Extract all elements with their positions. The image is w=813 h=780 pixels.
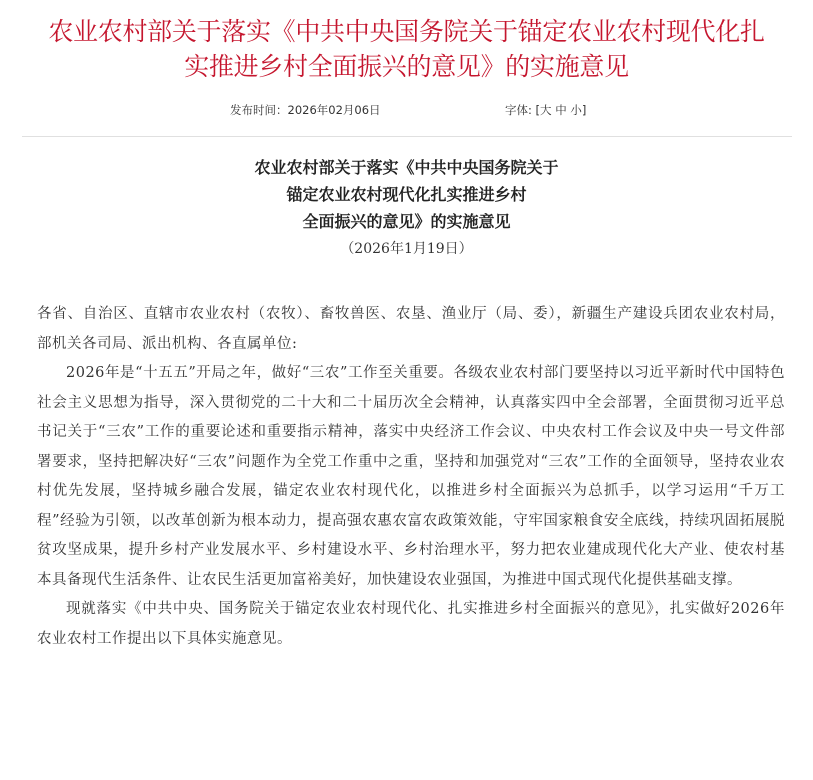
article-title-line-2: 实推进乡村全面振兴的意见》的实施意见: [184, 52, 629, 81]
font-size-small-button[interactable]: 小: [570, 103, 582, 117]
font-size-label: 字体:: [505, 103, 532, 117]
font-size-bracket-close: ]: [581, 103, 587, 117]
publish-date: 2026年02月06日: [287, 103, 381, 117]
font-size-switcher: [505, 102, 586, 118]
body-paragraph-2: 现就落实《中共中央、国务院关于锚定农业农村现代化、扎实推进乡村全面振兴的意见》，扎实做好2026年农业农村工作提出以下具体实施意见。: [37, 601, 785, 647]
font-size-medium-button[interactable]: 中: [555, 103, 567, 117]
document-title-line-3: 全面振兴的意见》的实施意见: [302, 212, 511, 231]
document-title: [0, 154, 813, 235]
font-size-large-button[interactable]: 大: [540, 103, 552, 117]
meta-bar: [0, 102, 813, 120]
document-date: （2026年1月19日）: [340, 241, 473, 257]
addressee-paragraph: 各省、自治区、直辖市农业农村（农牧）、畜牧兽医、农垦、渔业厅（局、委），新疆生产建设兵团农业农村局，部机关各司局、派出机构、各直属单位:: [37, 306, 785, 352]
article-title: [0, 0, 813, 84]
document-title-line-1: 农业农村部关于落实《中共中央国务院关于: [254, 158, 559, 177]
publish-info: [230, 102, 381, 118]
article-title-line-1: 农业农村部关于落实《中共中央国务院关于锚定农业农村现代化扎: [48, 17, 765, 46]
document-body: [37, 300, 785, 654]
font-size-bracket-open: [: [535, 103, 541, 117]
document-title-line-2: 锚定农业农村现代化扎实推进乡村: [286, 185, 527, 204]
body-paragraph-1: 2026年是“十五五”开局之年，做好“三农”工作至关重要。各级农业农村部门要坚持以习近平新时代中国特色社会主义思想为指导，深入贯彻党的二十大和二十届历次全会精神，认真落实四中全会部署，全面贯彻习近平总书记关于“三农”工作的重要论述和重要指示精神，落实中央经济工作会议、中央农村工作会议及中央一号文件部署要求，坚持把解决好“三农”问题作为全党工作重中之重，坚持和加强党对“三农”工作的全面领导，坚持农业农村优先发展，坚持城乡融合发展，锚定农业农村现代化，以推进乡村全面振兴为总抓手，以学习运用“千万工程”经验为引领，以改革创新为根本动力，提高强农惠农富农政策效能，守牢国家粮食安全底线，持续巩固拓展脱贫攻坚成果，提升乡村产业发展水平、乡村建设水平、乡村治理水平，努力把农业建成现代化大产业、使农村基本具备现代生活条件、让农民生活更加富裕美好，加快建设农业强国，为推进中国式现代化提供基础支撑。: [37, 365, 785, 588]
publish-label: 发布时间：: [230, 103, 288, 117]
header-divider: [22, 136, 792, 137]
